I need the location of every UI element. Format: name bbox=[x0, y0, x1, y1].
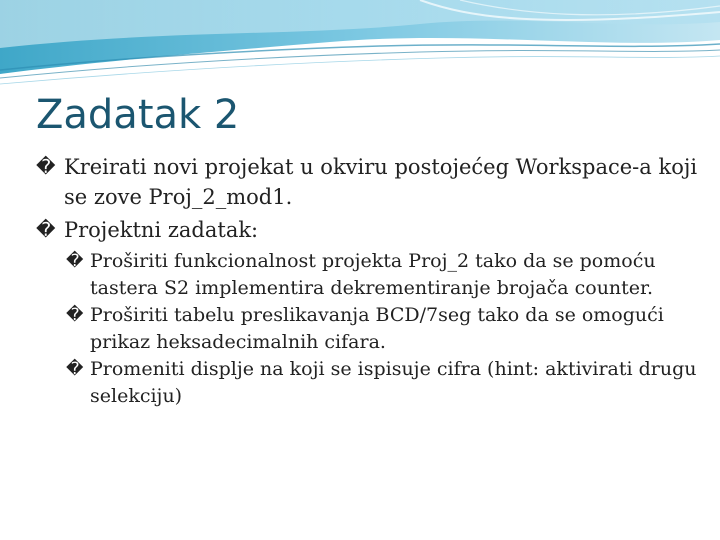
sub-list-item-text: Proširiti funkcionalnost projekta Proj_2 tako da se pomoću tastera S2 implementira dekrementiranje brojača counter. bbox=[90, 250, 656, 299]
sub-list-item-text: Proširiti tabelu preslikavanja BCD/7seg tako da se omogući prikaz heksadecimalnih cifara. bbox=[90, 304, 664, 353]
slide-title: Zadatak 2 bbox=[36, 92, 240, 138]
list-item bbox=[36, 152, 698, 212]
list-item bbox=[36, 215, 698, 245]
bullet-icon: � bbox=[36, 156, 56, 178]
bullet-icon: � bbox=[66, 359, 84, 379]
sub-list-item bbox=[66, 302, 698, 356]
sub-list-item bbox=[66, 248, 698, 302]
sub-list-item bbox=[66, 356, 698, 410]
list-item-text: Kreirati novi projekat u okviru postojećeg Workspace-a koji se zove Proj_2_mod1. bbox=[64, 155, 698, 209]
bullet-icon: � bbox=[66, 305, 84, 325]
sub-list-item-text: Promeniti displje na koji se ispisuje cifra (hint: aktivirati drugu selekciju) bbox=[90, 358, 697, 407]
bullet-icon: � bbox=[36, 219, 56, 241]
list-item-text: Projektni zadatak: bbox=[64, 218, 259, 242]
bullet-list bbox=[36, 152, 698, 410]
bullet-icon: � bbox=[66, 251, 84, 271]
decorative-wave-banner bbox=[0, 0, 720, 90]
